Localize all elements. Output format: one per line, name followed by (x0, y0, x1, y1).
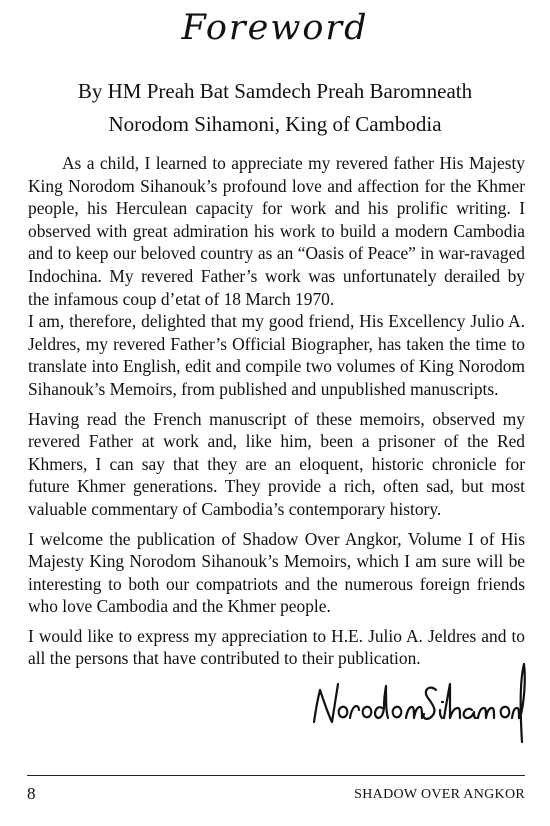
page-title: Foreword (181, 8, 369, 48)
footer-rule (27, 775, 525, 776)
handwritten-signature (306, 660, 526, 750)
paragraph-5: I would like to express my appreciation to H.E. Julio A. Jeldres and to all the persons that have contributed to their publication. (28, 625, 525, 669)
paragraph-4: I welcome the publication of Shadow Over Angkor, Volume I of His Majesty King Norodom Sihanouk’s Memoirs, which I am sure will be interesting to both our compatriots and the numerous foreign friends who love Cambodia and the Khmer people. (28, 528, 525, 617)
byline-line-1: By HM Preah Bat Samdech Preah Baromneath (77, 79, 473, 103)
paragraph-2: I am, therefore, delighted that my good friend, His Excellency Julio A. Jeldres, my revered Father’s Official Biographer, has taken the time to translate into English, edit and compile two volumes of King Norodom Sihanouk’s Memoirs, from published and unpublished manuscripts. (28, 311, 525, 399)
foreword-body (28, 152, 525, 677)
page-number: 8 (27, 784, 36, 803)
running-title: SHADOW OVER ANGKOR (354, 787, 525, 802)
paragraph-1: As a child, I learned to appreciate my revered father His Majesty King Norodom Sihanouk’s profound love and affection for the Khmer people, his Herculean capacity for work and his prolific writing. I observed with great admiration his work to build a modern Cambodia and to keep our beloved country as an “Oasis of Peace” in war-ravaged Indochina. My revered Father’s work was unfortunately derailed by the infamous coup d’etat of 18 March 1970. (28, 153, 525, 309)
byline-line-2: Norodom Sihamoni, King of Cambodia (108, 112, 442, 136)
paragraph-3: Having read the French manuscript of these memoirs, observed my revered Father at work and, like him, been a prisoner of the Red Khmers, I can say that they are an eloquent, historic chronicle for future Khmer generations. They provide a rich, often sad, but most valuable commentary of Cambodia’s contemporary history. (28, 408, 525, 519)
